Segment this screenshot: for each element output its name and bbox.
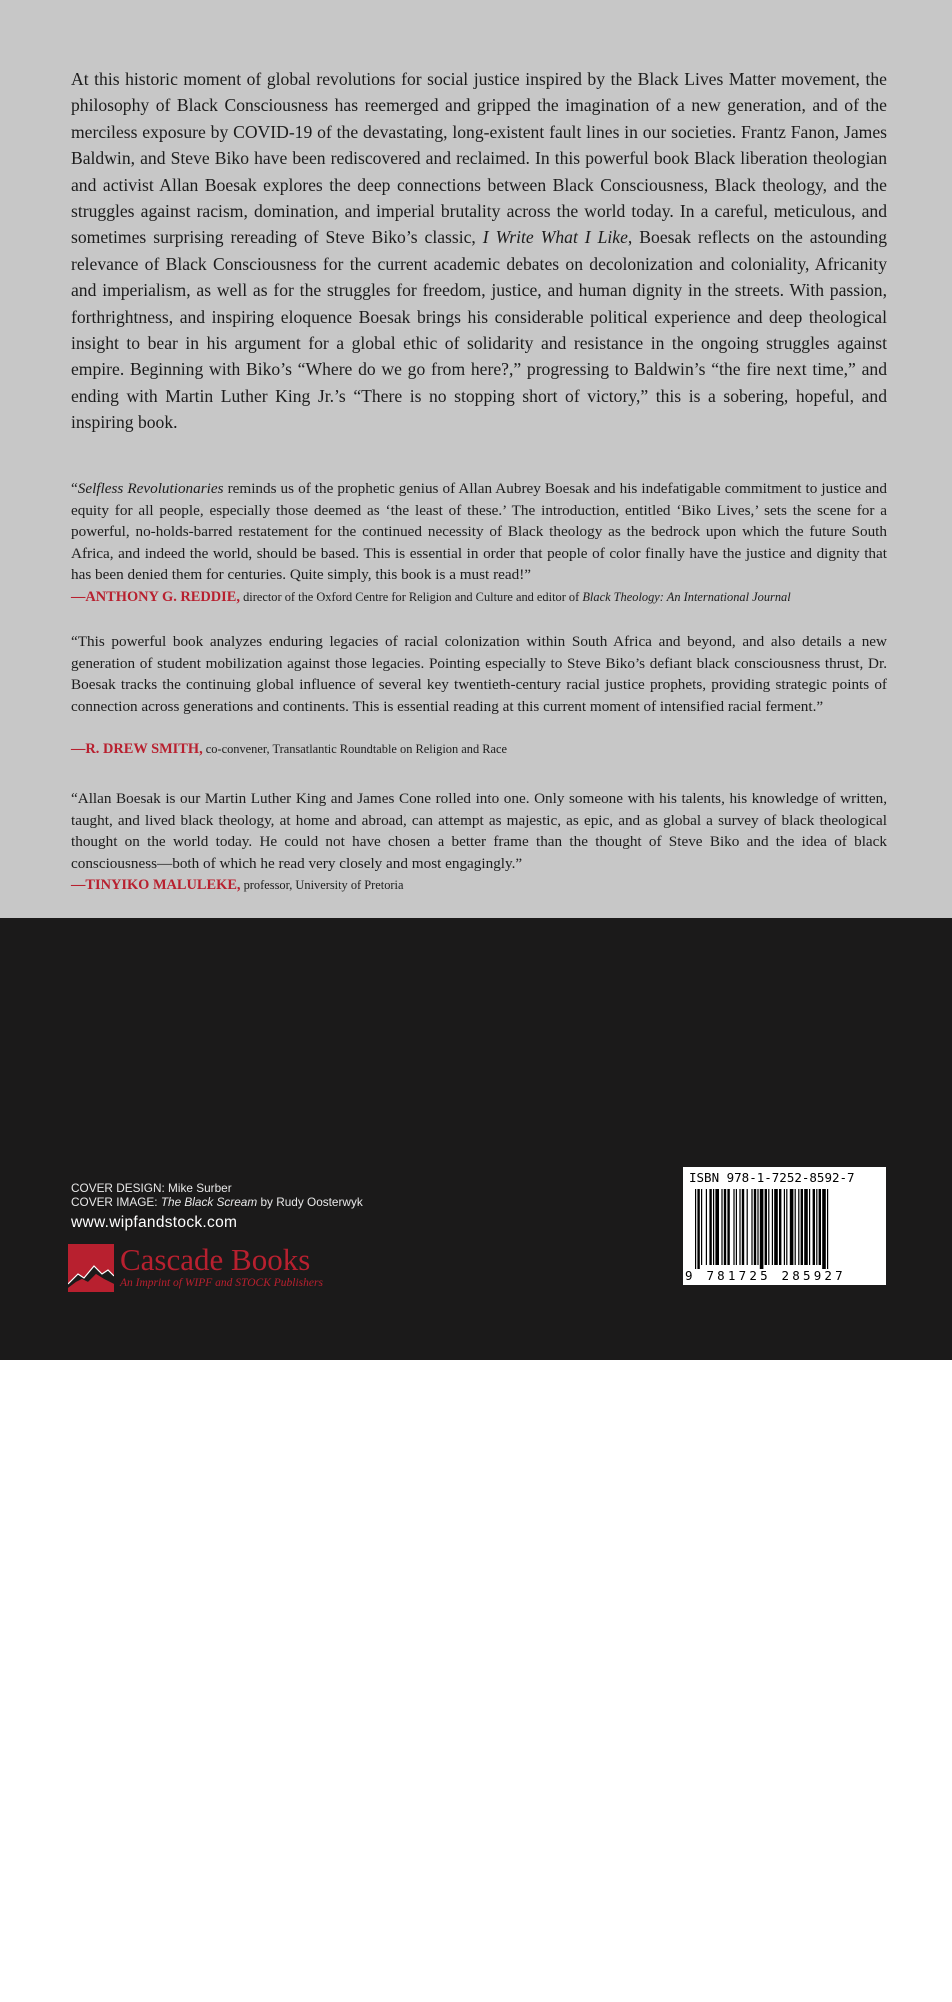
cover-image-credit: COVER IMAGE: The Black Scream by Rudy Oosterwyk xyxy=(71,1195,363,1209)
endorsement-attribution-reddie: —ANTHONY G. REDDIE, director of the Oxford Centre for Religion and Culture and editor of Black Theology: An International Journal xyxy=(71,589,791,605)
book-title: Selfless Revolutionaries xyxy=(77,480,224,497)
cover-design-credit: COVER DESIGN: Mike Surber xyxy=(71,1181,232,1195)
endorser-name: —TINYIKO MALULEKE, xyxy=(71,877,241,893)
isbn-digits: 9 781725 285927 xyxy=(685,1268,846,1283)
mountain-logo-icon xyxy=(68,1244,114,1292)
barcode-icon xyxy=(695,1189,875,1269)
isbn-barcode-box xyxy=(683,1167,886,1285)
author-name: Allan Aubrey Boesak xyxy=(71,1895,271,1920)
publisher-website: www.wipfandstock.com xyxy=(71,1214,238,1231)
endorsement-attribution-maluleke: —TINYIKO MALULEKE, professor, University of Pretoria xyxy=(71,877,404,893)
publisher-logo xyxy=(68,1244,368,1294)
endorsement-attribution-smith: —R. DREW SMITH, co-convener, Transatlantic Roundtable on Religion and Race xyxy=(71,741,508,757)
author-bio: Allan Aubrey Boesak is a South African liberation theologian, global human rights activist, and professor of Black Liberation Ethics at the University of Pretoria. Inducted into the Martin Luther King Jr. International Board of Preachers, he is the award-winning author of several books, including Children of the Waters of Meribah: Black Liberation Theology, the Miriamic Tradition, and the Challenges of 21st Century Empire (2019). xyxy=(71,1895,887,1999)
cover-credits xyxy=(71,1181,363,1209)
endorsement-quote-maluleke: “Allan Boesak is our Martin Luther King and James Cone rolled into one. Only someone with his talents, his knowledge of written, taught, and lived black theology, at home and abroad, can attempt as majestic, as epic, and as global a survey of black theological thought on the world today. He could not have chosen a better frame than the thought of Steve Biko and the idea of black consciousness—both of which he read very closely and most engagingly.” xyxy=(71,790,887,872)
endorser-name: —R. DREW SMITH, xyxy=(71,741,203,757)
journal-title: Black Theology: An International Journal xyxy=(582,590,791,604)
cover-top-panel xyxy=(0,0,952,918)
isbn-label: ISBN 978-1-7252-8592-7 xyxy=(689,1170,855,1185)
endorsement-quote-smith: “This powerful book analyzes enduring legacies of racial colonization within South Africa and beyond, and also details a new generation of student mobilization against those legacies. Pointing especially to Steve Biko’s defiant black consciousness thrust, Dr. Boesak tracks the continuing global influence of several key twentieth-century racial justice prophets, providing strategic points of connection across generations and continents. This is essential reading at this current moment of intensified racial ferment.” xyxy=(71,633,887,715)
book-description: At this historic moment of global revolutions for social justice inspired by the Black Lives Matter movement, the philosophy of Black Consciousness has reemerged and gripped the imagination of a new generation, and of the merciless exposure by COVID-19 of the devastating, long-existent fault lines in our societies. Frantz Fanon, James Baldwin, and Steve Biko have been rediscovered and reclaimed. In this powerful book Black liberation theologian and activist Allan Boesak explores the deep connections between Black Consciousness, Black theology, and the struggles against racism, domination, and imperial brutality across the world today. In a careful, meticulous, and sometimes surprising rereading of Steve Biko’s classic, I Write What I Like, Boesak reflects on the astounding relevance of Black Consciousness for the current academic debates on decolonization and coloniality, Africanity and imperialism, as well as for the struggles for freedom, justice, and human dignity in the streets. With passion, forthrightness, and inspiring eloquence Boesak brings his considerable political experience and deep theological insight to bear in his argument for a global ethic of solidarity and resistance in the ongoing struggles against empire. Beginning with Biko’s “Where do we go from here?,” progressing to Baldwin’s “the fire next time,” and ending with Martin Luther King Jr.’s “There is no stopping short of victory,” this is a sobering, hopeful, and inspiring book. xyxy=(71,69,887,433)
publisher-tagline: An Imprint of WIPF and STOCK Publishers xyxy=(120,1277,323,1289)
publisher-name: Cascade Books xyxy=(120,1242,311,1277)
author-book-title: Children of the Waters of Meribah: Black Liberation Theology, the Miriamic Tradition, and the Challenges of 21st Century Empire xyxy=(71,1951,887,1999)
endorser-name: —ANTHONY G. REDDIE, xyxy=(71,589,240,605)
endorsement-quote-reddie: “Selfless Revolutionaries reminds us of the prophetic genius of Allan Aubrey Boesak and his indefatigable commitment to justice and equity for all people, especially those deemed as ‘the least of these.’ The introduction, entitled ‘Biko Lives,’ sets the scene for a powerful, no-holds-barred restatement for the continued necessity of Black theology as the bedrock upon which the future South Africa, and indeed the world, should be based. This is essential in order that people of color finally have the justice and dignity that has been denied them for centuries. Quite simply, this book is a must read!” xyxy=(71,480,887,584)
book-title-reference: I Write What I Like xyxy=(482,227,628,248)
